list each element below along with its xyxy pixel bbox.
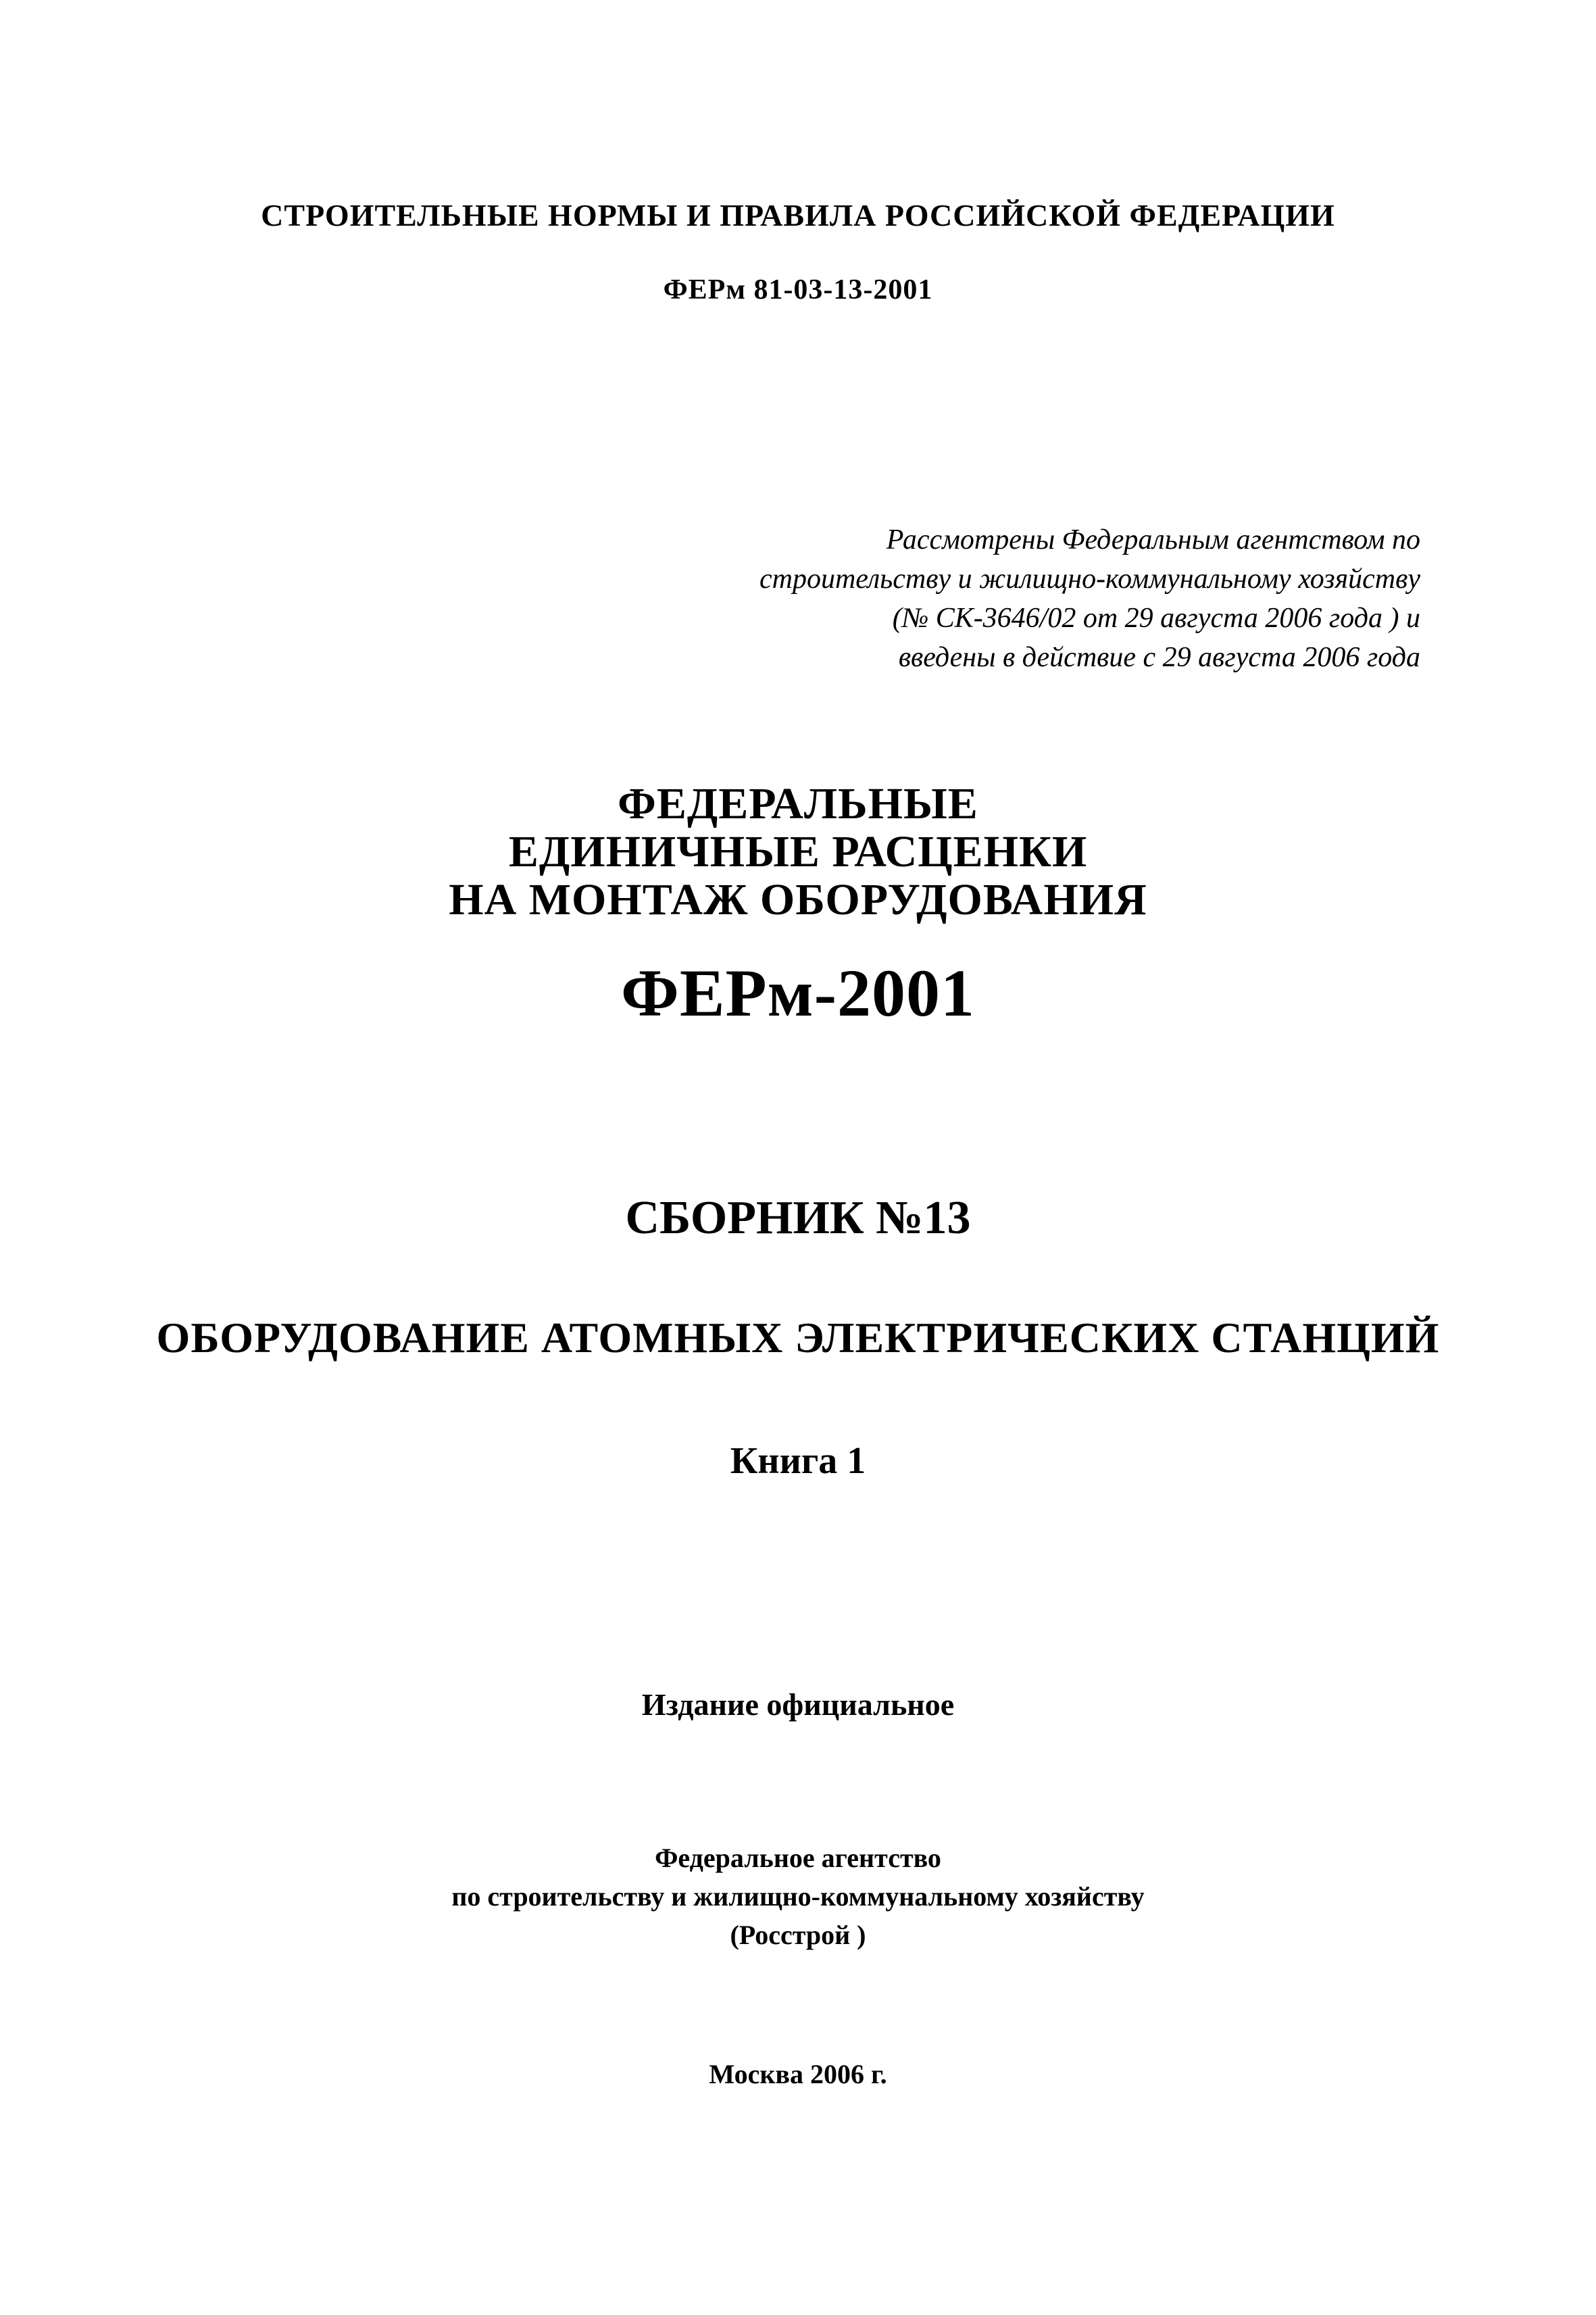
main-title-line-1: ФЕДЕРАЛЬНЫЕ: [618, 779, 978, 828]
book-number: Книга 1: [730, 1440, 866, 1482]
approval-line: строительству и жилищно-коммунальному хозяйству: [759, 564, 1420, 595]
publisher-line-1: Федеральное агентство: [655, 1843, 941, 1873]
main-title-short: ФЕРм-2001: [620, 955, 976, 1030]
publisher-line-2: по строительству и жилищно-коммунальному хозяйству: [451, 1881, 1145, 1912]
edition-label: Издание официальное: [641, 1687, 955, 1722]
header-title: СТРОИТЕЛЬНЫЕ НОРМЫ И ПРАВИЛА РОССИЙСКОЙ ФЕДЕРАЦИИ: [261, 198, 1335, 232]
approval-line: введены в действие с 29 августа 2006 года: [898, 642, 1420, 673]
document-code: ФЕРм 81-03-13-2001: [663, 274, 933, 305]
collection-name: ОБОРУДОВАНИЕ АТОМНЫХ ЭЛЕКТРИЧЕСКИХ СТАНЦИЙ: [156, 1314, 1440, 1362]
main-title-line-2: ЕДИНИЧНЫЕ РАСЦЕНКИ: [508, 827, 1088, 876]
approval-line: (№ СК-3646/02 от 29 августа 2006 года ) и: [892, 603, 1420, 634]
approval-line: Рассмотрены Федеральным агентством по: [886, 524, 1420, 555]
main-title-line-3: НА МОНТАЖ ОБОРУДОВАНИЯ: [449, 875, 1147, 924]
approval-note: [474, 520, 1420, 677]
collection-number: СБОРНИК №13: [625, 1192, 971, 1244]
imprint: Москва 2006 г.: [709, 2059, 887, 2089]
publisher-line-3: (Росстрой ): [730, 1920, 866, 1950]
